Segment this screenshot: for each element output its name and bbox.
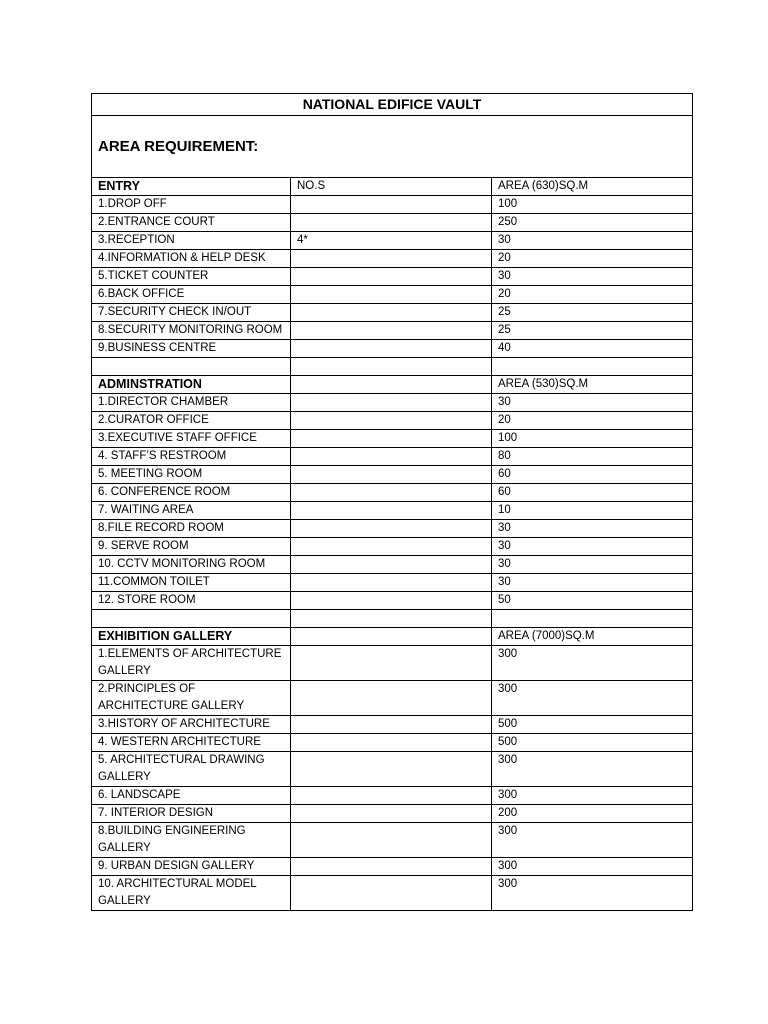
nos-cell bbox=[291, 430, 492, 448]
item-name-cell: 8.SECURITY MONITORING ROOM bbox=[92, 322, 291, 340]
item-name-cell: 11.COMMON TOILET bbox=[92, 574, 291, 592]
area-value-cell: 50 bbox=[492, 592, 693, 610]
table-row bbox=[92, 430, 693, 448]
item-name-cell: 5.TICKET COUNTER bbox=[92, 268, 291, 286]
empty-cell bbox=[92, 610, 291, 628]
nos-cell bbox=[291, 556, 492, 574]
document-title: NATIONAL EDIFICE VAULT bbox=[92, 94, 693, 116]
area-value-cell: 30 bbox=[492, 520, 693, 538]
area-value-cell: 30 bbox=[492, 394, 693, 412]
table-row bbox=[92, 286, 693, 304]
area-value-cell: 80 bbox=[492, 448, 693, 466]
section-name: ENTRY bbox=[92, 178, 291, 196]
area-value-cell: 10 bbox=[492, 502, 693, 520]
nos-cell bbox=[291, 394, 492, 412]
table-row bbox=[92, 681, 693, 716]
nos-cell bbox=[291, 322, 492, 340]
nos-cell bbox=[291, 681, 492, 716]
nos-cell bbox=[291, 787, 492, 805]
nos-cell bbox=[291, 466, 492, 484]
area-header: AREA (7000)SQ.M bbox=[492, 628, 693, 646]
table-row bbox=[92, 716, 693, 734]
nos-cell bbox=[291, 340, 492, 358]
table-row bbox=[92, 196, 693, 214]
table-row bbox=[92, 538, 693, 556]
table-row bbox=[92, 322, 693, 340]
area-requirement-heading: AREA REQUIREMENT: bbox=[92, 116, 693, 178]
spacer-row bbox=[92, 358, 693, 376]
nos-cell bbox=[291, 646, 492, 681]
item-name-cell: 10. ARCHITECTURAL MODEL GALLERY bbox=[92, 876, 291, 911]
area-value-cell: 20 bbox=[492, 286, 693, 304]
area-value-cell: 300 bbox=[492, 858, 693, 876]
table-row bbox=[92, 592, 693, 610]
item-name-cell: 1.DROP OFF bbox=[92, 196, 291, 214]
nos-cell bbox=[291, 196, 492, 214]
table-row bbox=[92, 574, 693, 592]
area-value-cell: 30 bbox=[492, 538, 693, 556]
area-value-cell: 30 bbox=[492, 232, 693, 250]
nos-cell bbox=[291, 250, 492, 268]
table-row bbox=[92, 805, 693, 823]
item-name-cell: 4. WESTERN ARCHITECTURE bbox=[92, 734, 291, 752]
area-value-cell: 20 bbox=[492, 412, 693, 430]
section-name: EXHIBITION GALLERY bbox=[92, 628, 291, 646]
section-header-row bbox=[92, 628, 693, 646]
item-name-cell: 5. ARCHITECTURAL DRAWING GALLERY bbox=[92, 752, 291, 787]
area-value-cell: 60 bbox=[492, 484, 693, 502]
table-row bbox=[92, 787, 693, 805]
item-name-cell: 12. STORE ROOM bbox=[92, 592, 291, 610]
item-name-cell: 2.CURATOR OFFICE bbox=[92, 412, 291, 430]
subtitle-row bbox=[92, 116, 693, 178]
item-name-cell: 5. MEETING ROOM bbox=[92, 466, 291, 484]
item-name-cell: 7. INTERIOR DESIGN bbox=[92, 805, 291, 823]
nos-cell bbox=[291, 448, 492, 466]
area-value-cell: 300 bbox=[492, 787, 693, 805]
table-row bbox=[92, 304, 693, 322]
item-name-cell: 3.HISTORY OF ARCHITECTURE bbox=[92, 716, 291, 734]
nos-cell bbox=[291, 412, 492, 430]
table-row bbox=[92, 876, 693, 911]
nos-cell bbox=[291, 823, 492, 858]
area-value-cell: 300 bbox=[492, 681, 693, 716]
table-row bbox=[92, 340, 693, 358]
area-header: AREA (530)SQ.M bbox=[492, 376, 693, 394]
nos-header bbox=[291, 628, 492, 646]
area-value-cell: 30 bbox=[492, 574, 693, 592]
nos-cell: 4* bbox=[291, 232, 492, 250]
item-name-cell: 3.EXECUTIVE STAFF OFFICE bbox=[92, 430, 291, 448]
table-row bbox=[92, 250, 693, 268]
spacer-row bbox=[92, 610, 693, 628]
nos-cell bbox=[291, 858, 492, 876]
table-row bbox=[92, 412, 693, 430]
table-row bbox=[92, 734, 693, 752]
nos-cell bbox=[291, 805, 492, 823]
nos-cell bbox=[291, 876, 492, 911]
item-name-cell: 6. LANDSCAPE bbox=[92, 787, 291, 805]
nos-cell bbox=[291, 734, 492, 752]
item-name-cell: 9.BUSINESS CENTRE bbox=[92, 340, 291, 358]
table-row bbox=[92, 466, 693, 484]
section-header-row bbox=[92, 376, 693, 394]
section-header-row bbox=[92, 178, 693, 196]
nos-header: NO.S bbox=[291, 178, 492, 196]
item-name-cell: 10. CCTV MONITORING ROOM bbox=[92, 556, 291, 574]
item-name-cell: 1.DIRECTOR CHAMBER bbox=[92, 394, 291, 412]
item-name-cell: 8.FILE RECORD ROOM bbox=[92, 520, 291, 538]
area-value-cell: 500 bbox=[492, 734, 693, 752]
table-row bbox=[92, 823, 693, 858]
table-row bbox=[92, 484, 693, 502]
area-value-cell: 20 bbox=[492, 250, 693, 268]
table-row bbox=[92, 646, 693, 681]
nos-cell bbox=[291, 574, 492, 592]
item-name-cell: 2.ENTRANCE COURT bbox=[92, 214, 291, 232]
item-name-cell: 2.PRINCIPLES OF ARCHITECTURE GALLERY bbox=[92, 681, 291, 716]
area-value-cell: 300 bbox=[492, 752, 693, 787]
nos-cell bbox=[291, 214, 492, 232]
area-value-cell: 60 bbox=[492, 466, 693, 484]
item-name-cell: 4.INFORMATION & HELP DESK bbox=[92, 250, 291, 268]
table-row bbox=[92, 520, 693, 538]
area-value-cell: 40 bbox=[492, 340, 693, 358]
empty-cell bbox=[291, 610, 492, 628]
item-name-cell: 9. SERVE ROOM bbox=[92, 538, 291, 556]
nos-cell bbox=[291, 502, 492, 520]
item-name-cell: 4. STAFF’S RESTROOM bbox=[92, 448, 291, 466]
empty-cell bbox=[291, 358, 492, 376]
empty-cell bbox=[92, 358, 291, 376]
nos-cell bbox=[291, 592, 492, 610]
item-name-cell: 7. WAITING AREA bbox=[92, 502, 291, 520]
nos-header bbox=[291, 376, 492, 394]
area-header: AREA (630)SQ.M bbox=[492, 178, 693, 196]
area-value-cell: 25 bbox=[492, 322, 693, 340]
table-row bbox=[92, 448, 693, 466]
table-row bbox=[92, 232, 693, 250]
area-value-cell: 200 bbox=[492, 805, 693, 823]
table-row bbox=[92, 858, 693, 876]
table-row bbox=[92, 556, 693, 574]
nos-cell bbox=[291, 268, 492, 286]
area-value-cell: 500 bbox=[492, 716, 693, 734]
area-value-cell: 30 bbox=[492, 268, 693, 286]
table-row bbox=[92, 752, 693, 787]
area-value-cell: 30 bbox=[492, 556, 693, 574]
nos-cell bbox=[291, 484, 492, 502]
item-name-cell: 8.BUILDING ENGINEERING GALLERY bbox=[92, 823, 291, 858]
table-row bbox=[92, 394, 693, 412]
table-row bbox=[92, 268, 693, 286]
table-body bbox=[92, 94, 693, 911]
title-row bbox=[92, 94, 693, 116]
nos-cell bbox=[291, 304, 492, 322]
item-name-cell: 3.RECEPTION bbox=[92, 232, 291, 250]
area-value-cell: 25 bbox=[492, 304, 693, 322]
item-name-cell: 1.ELEMENTS OF ARCHITECTURE GALLERY bbox=[92, 646, 291, 681]
area-value-cell: 100 bbox=[492, 430, 693, 448]
nos-cell bbox=[291, 520, 492, 538]
item-name-cell: 7.SECURITY CHECK IN/OUT bbox=[92, 304, 291, 322]
empty-cell bbox=[492, 610, 693, 628]
area-value-cell: 250 bbox=[492, 214, 693, 232]
area-value-cell: 300 bbox=[492, 876, 693, 911]
area-value-cell: 100 bbox=[492, 196, 693, 214]
item-name-cell: 6.BACK OFFICE bbox=[92, 286, 291, 304]
section-name: ADMINSTRATION bbox=[92, 376, 291, 394]
item-name-cell: 9. URBAN DESIGN GALLERY bbox=[92, 858, 291, 876]
nos-cell bbox=[291, 538, 492, 556]
nos-cell bbox=[291, 752, 492, 787]
item-name-cell: 6. CONFERENCE ROOM bbox=[92, 484, 291, 502]
table-row bbox=[92, 214, 693, 232]
empty-cell bbox=[492, 358, 693, 376]
nos-cell bbox=[291, 286, 492, 304]
table-row bbox=[92, 502, 693, 520]
nos-cell bbox=[291, 716, 492, 734]
area-requirement-table bbox=[91, 93, 693, 911]
area-value-cell: 300 bbox=[492, 646, 693, 681]
area-value-cell: 300 bbox=[492, 823, 693, 858]
